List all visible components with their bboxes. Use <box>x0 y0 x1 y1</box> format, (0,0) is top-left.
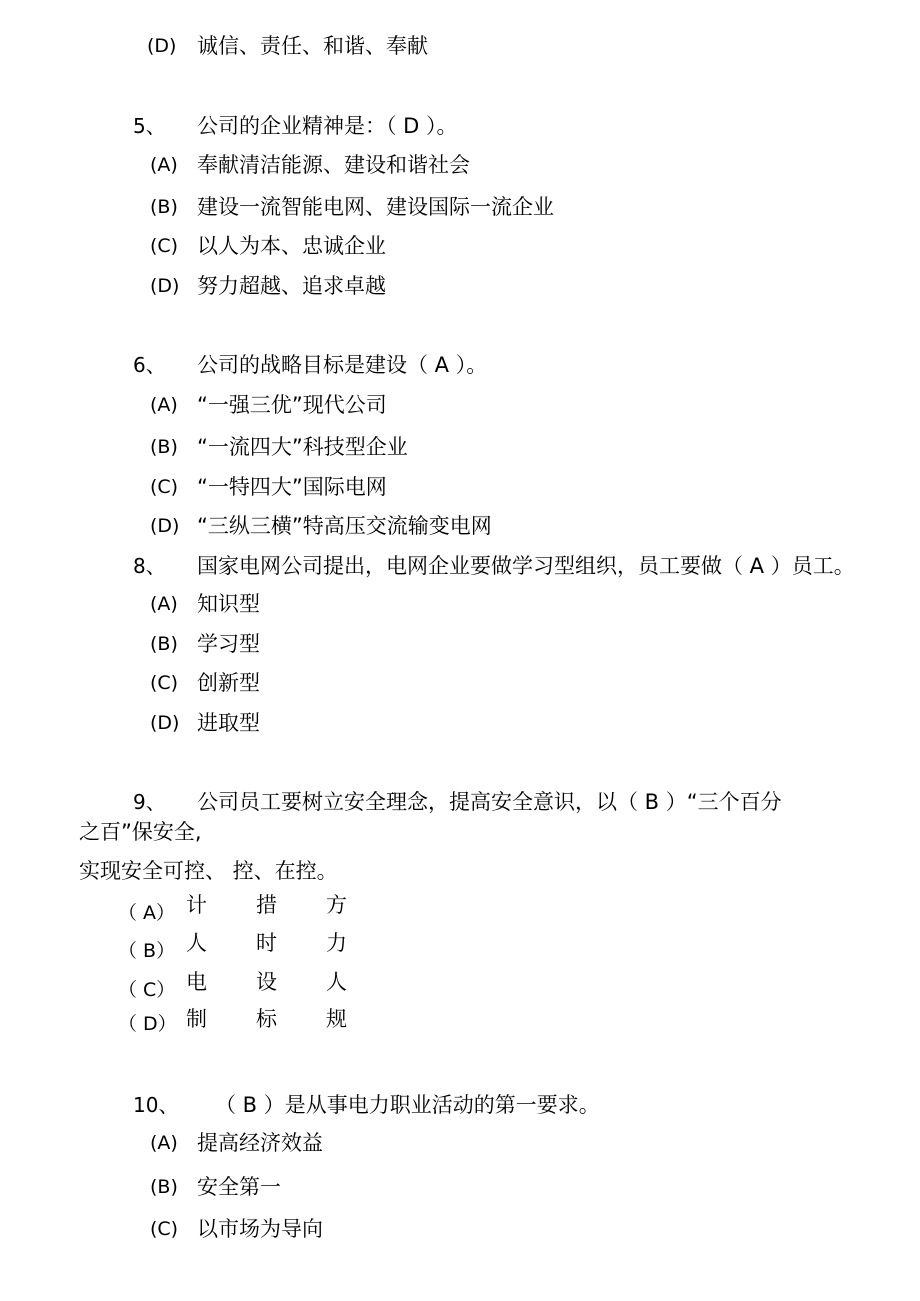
option-cell: 电 <box>186 970 207 994</box>
option-text: 提高经济效益 <box>197 1131 323 1155</box>
option-cell: 标 <box>256 1007 277 1031</box>
option-text: “一特四大”国际电网 <box>197 475 387 499</box>
question-number: 6、 <box>133 353 166 377</box>
question-stem: 国家电网公司提出，电网企业要做学习型组织，员工要做（ A ）员工。 <box>197 554 855 578</box>
question-number: 9、 <box>133 790 166 814</box>
option-label: (D) <box>147 35 177 57</box>
option-label: (D) <box>150 275 180 297</box>
question-number: 10、 <box>133 1093 179 1117</box>
option-text: “一流四大”科技型企业 <box>197 435 408 459</box>
option-text: 学习型 <box>197 632 260 656</box>
option-cell: 计 <box>186 893 207 917</box>
question-stem: （ B ）是从事电力职业活动的第一要求。 <box>215 1093 600 1117</box>
question-number: 5、 <box>133 114 166 138</box>
question-stem-line: 公司员工要树立安全理念，提高安全意识，以（ B ）“三个百分 <box>197 790 782 814</box>
option-text: 建设一流智能电网、建设国际一流企业 <box>197 195 554 219</box>
option-label: （ A） <box>118 902 176 924</box>
option-text: 以人为本、忠诚企业 <box>197 234 386 258</box>
option-label: (D) <box>150 712 180 734</box>
option-text: 进取型 <box>197 711 260 735</box>
option-label: (C) <box>150 476 179 498</box>
option-label: (B) <box>150 633 178 655</box>
option-label: (A) <box>150 1132 178 1154</box>
option-text: 以市场为导向 <box>197 1217 323 1241</box>
option-label: (B) <box>150 196 178 218</box>
option-label: (C) <box>150 1218 179 1240</box>
option-text: “一强三优”现代公司 <box>197 393 387 417</box>
option-label: （ C） <box>118 979 176 1001</box>
option-text: 努力超越、追求卓越 <box>197 274 386 298</box>
option-label: (C) <box>150 672 179 694</box>
option-label: (B) <box>150 436 178 458</box>
option-label: (A) <box>150 593 178 615</box>
option-cell: 措 <box>256 893 277 917</box>
option-cell: 时 <box>256 931 277 955</box>
question-stem: 公司的企业精神是：（ D ）。 <box>197 114 458 138</box>
option-label: (A) <box>150 154 178 176</box>
option-cell: 制 <box>186 1007 207 1031</box>
question-stem-line: 之百”保安全, <box>79 820 202 844</box>
option-cell: 人 <box>186 931 207 955</box>
option-text: 安全第一 <box>197 1175 281 1199</box>
option-label: (B) <box>150 1176 178 1198</box>
option-cell: 人 <box>326 970 347 994</box>
option-text: “三纵三横”特高压交流输变电网 <box>197 514 492 538</box>
option-label: （ D） <box>118 1013 177 1035</box>
option-text: 知识型 <box>197 592 260 616</box>
option-label: (A) <box>150 394 178 416</box>
option-cell: 设 <box>256 970 277 994</box>
option-cell: 规 <box>326 1007 347 1031</box>
option-label: （ B） <box>118 940 176 962</box>
question-stem-line: 实现安全可控、 控、在控。 <box>79 859 338 883</box>
option-cell: 力 <box>326 931 347 955</box>
option-cell: 方 <box>326 893 347 917</box>
option-text: 奉献清洁能源、建设和谐社会 <box>197 153 470 177</box>
option-label: (D) <box>150 515 180 537</box>
question-number: 8、 <box>133 554 166 578</box>
option-label: (C) <box>150 235 179 257</box>
question-stem: 公司的战略目标是建设（ A ）。 <box>197 353 488 377</box>
option-text: 创新型 <box>197 671 260 695</box>
option-text: 诚信、责任、和谐、奉献 <box>197 34 428 58</box>
